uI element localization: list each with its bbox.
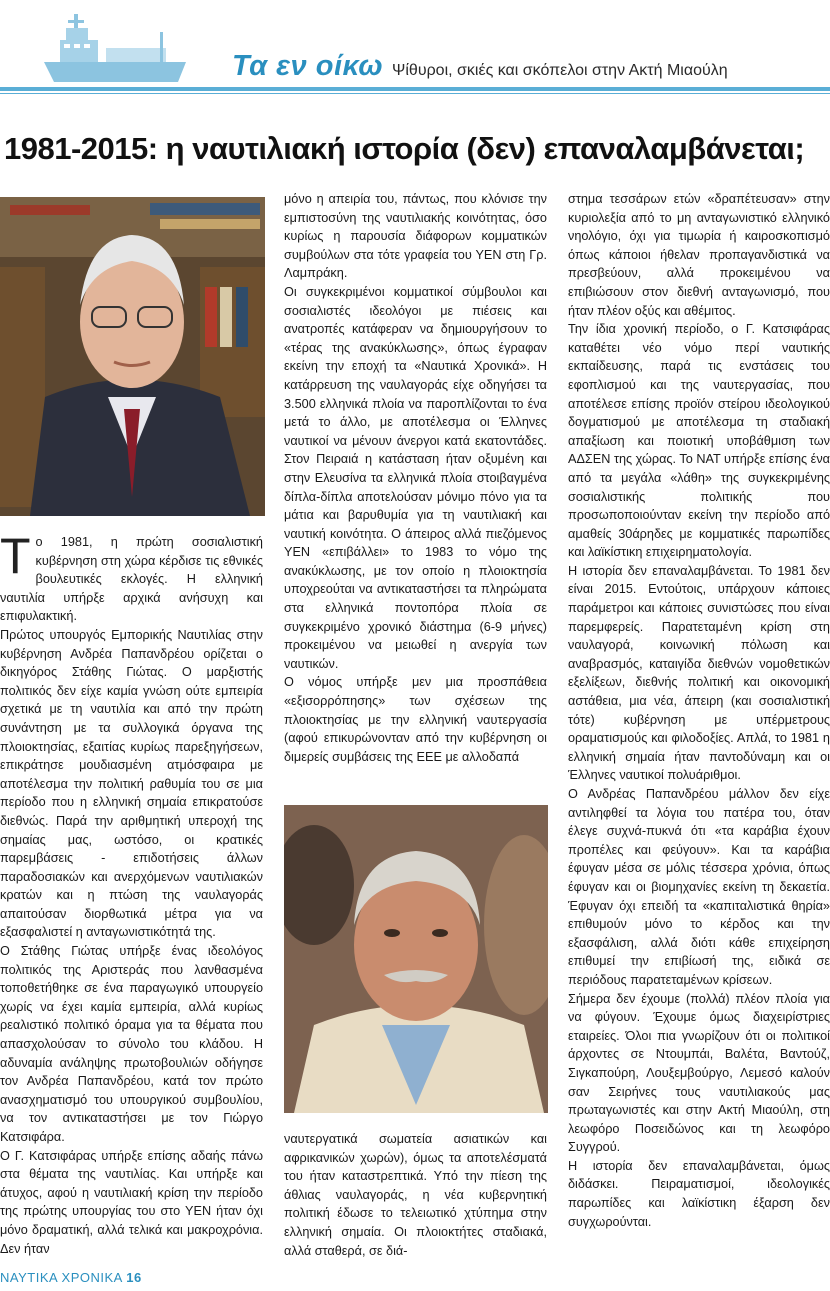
dropcap: Τ	[0, 528, 31, 584]
portrait-photo-2	[284, 805, 548, 1113]
ship-icon	[40, 10, 190, 88]
portrait-photo-1	[0, 197, 265, 516]
paragraph: Η ιστορία δεν επαναλαμβάνεται, όμως διδάσκει. Πειραματισμοί, ιδεολογικές παρωπίδες και λαϊκίστικη έξαρση δεν συγχωρούνται.	[568, 1158, 830, 1229]
paragraph: ναυτεργατικά σωματεία ασιατικών και αφρικανικών χωρών), όμως τα αποτελέσματά του ήταν καταστρεπτικά. Υπό την πίεση της άθλιας ναυλαγοράς, η νέα κυβερνητική πολιτική έδωσε το τελειωτικό χτύπημα στην ελληνική σημαία. Οι πλοιοκτήτες σταδιακά, αλλά σταθερά, σε διά-	[284, 1132, 547, 1258]
article-column-1	[0, 528, 263, 1258]
paragraph: Οι συγκεκριμένοι κομματικοί σύμβουλοι και σοσιαλιστές ιδεολόγοι με πιέσεις και ανατροπές κατάφεραν να δημιουργήσουν το «τέρας της ανακύκλωσης», όπως έγραφαν εκείνη την εποχή τα «Ναυτικά Χρονικά». Η κατάρρευση της ναυλαγοράς είχε οδηγήσει τα 3.500 ελληνικά πλοία να παροπλίζονται το ένα μετά το άλλο, με αποτέλεσμα οι Έλληνες ναυτικοί να μένουν άνεργοι κατά εκατοντάδες. Στον Πειραιά η κατάσταση ήταν οξυμένη και στην Ελευσίνα τα ελληνικά πλοία στοιβαγμένα δίπλα-δίπλα αποτελούσαν μόνιμο πόνο για τα μάτια και βαρυθυμία για τη ναυτιλιακή και ναυτική κοινότητα. Ο άπειρος αλλά πιεζόμενος ΥΕΝ «επιβάλλει» το 1983 το νόμο της ανακύκλωσης, με τον οποίο η πλοιοκτησία υποχρεούται να αντικαταστήσει τα πληρώματα στα ελληνικά ποντοπόρα πλοία σε συγκεκριμένο χρονικό διάστημα (6-9 μήνες) προκειμένου να μειωθεί η ανεργία των ναυτικών.	[284, 284, 547, 671]
paragraph: Ο Στάθης Γιώτας υπήρξε ένας ιδεολόγος πολιτικός της Αριστεράς που λανθασμένα τοποθετήθηκε σε ένα παραγωγικό υπουργείο χωρίς να έχει καμία εμπειρία, αλλά κυρίως ρεαλιστικό πολιτικό όραμα για τα θέματα που απασχολούσαν το σύνολο του κλάδου. Η αδυναμία ανάληψης πρωτοβουλιών οδήγησε τον Ανδρέα Παπανδρέου, κατά τον πρώτο ανασχηματισμό του υπουργικού συμβουλίου, να τον αντικαταστήσει με τον Γιώργο Κατσιφάρα.	[0, 944, 263, 1144]
section-title: Τα εν οίκω	[232, 50, 384, 82]
paragraph: Την ίδια χρονική περίοδο, ο Γ. Κατσιφάρας καταθέτει νέο νόμο περί ναυτικής εκπαίδευσης, παρά τις ενστάσεις του εφοπλισμού και της ναυτεργασίας, που αποτέλεσε επίσης προϊόν στείρου ιδεολογικού δογματισμού με αποτέλεσμα τη σταδιακή απαξίωση και ποιοτική υποβάθμιση των ΑΔΣΕΝ της χώρας. Το ΝΑΤ υπήρξε επίσης ένα από τα μεγάλα «λάθη» της συγκεκριμένης σοσιαλιστικής πολιτικής που προσωποποιούνταν εκείνη την περίοδο από αμαθείς 30άρηδες με κομματικές παρωπίδες και λαϊκίστικη επιχειρηματολογία.	[568, 322, 830, 560]
page-header	[0, 0, 830, 92]
header-rule-thin	[0, 93, 830, 94]
publication-name: ΝΑΥΤΙΚΑ ΧΡΟΝΙΚΑ	[0, 1270, 123, 1285]
paragraph: μόνο η απειρία του, πάντως, που κλόνισε την εμπιστοσύνη της ναυτιλιακής κοινότητας, όσο κυρίως η παρουσία διάφορων κομματικών συμβούλων στα τότε γραφεία του ΥΕΝ στη Γρ. Λαμπράκη.	[284, 192, 547, 281]
page-footer	[0, 1270, 142, 1285]
paragraph: Το 1981, η πρώτη σοσιαλιστική κυβέρνηση στη χώρα κέρδισε τις εθνικές βουλευτικές εκλογές. Η ελληνική ναυτιλία υπήρξε αρχικά ανήσυχη και επιφυλακτική.	[0, 528, 263, 624]
paragraph: Σήμερα δεν έχουμε (πολλά) πλέον πλοία για να φύγουν. Έχουμε όμως διαχειρίστριες εταιρείες. Όλοι πια γνωρίζουν ότι οι πολιτικοί άρχοντες σε Ντουμπάι, Βαλέτα, Βαντούζ, Σιγκαπούρη, Λουξεμβούργο, Λεμεσό καλούν σαν Σειρήνες τους ναυτιλιακούς μας πρωταγωνιστές και στην Ακτή Μιαούλη, στη λεωφόρο Ποσειδώνος και τη λεωφόρο Συγγρού.	[568, 991, 830, 1155]
article-column-2	[284, 190, 547, 766]
article-column-3	[568, 190, 830, 1231]
paragraph: Ο Γ. Κατσιφάρας υπήρξε επίσης αδαής πάνω στα θέματα της ναυτιλίας. Και υπήρξε και άτυχος, αφού η ναυτιλιακή κρίση την περίοδο της πρώτης υπουργίας του στο ΥΕΝ ήταν όχι μόνο δραματική, αλλά τελικά και μακροχρόνια. Δεν ήταν	[0, 1148, 263, 1256]
paragraph: Η ιστορία δεν επαναλαμβάνεται. Το 1981 δεν είναι 2015. Εντούτοις, υπάρχουν κάποιες παράμετροι και κάποιες συνιστώσες που είναι παρεμφερείς. Παρατεταμένη κρίση στη ναυλαγορά, κοινωνική πόλωση και αναβρασμός, καταιγίδα διεθνών νομοθετικών εξελίξεων, διεθνής πολιτική και οικονομική αστάθεια, μια νέα, άπειρη (και σοσιαλιστική τότε) κυβέρνηση με υπέρμετρους οραματισμούς και φιλοδοξίες. Απλά, το 1981 η ελληνική σημαία ήταν παντοδύναμη και οι Έλληνες ναυτικοί πολυάριθμοι.	[568, 563, 830, 783]
section-subtitle: Ψίθυροι, σκιές και σκόπελοι στην Ακτή Μιαούλη	[392, 62, 728, 79]
paragraph: Πρώτος υπουργός Εμπορικής Ναυτιλίας στην κυβέρνηση Ανδρέα Παπανδρέου ορίζεται ο δικηγόρος Στάθης Γιώτας. Ο μαρξιστής πολιτικός δεν είχε καμία γνώση ούτε εμπειρία σχετικά με τη ναυτιλία και από την πρώτη συνάντηση με τα συλλογικά όργανα της πλοιοκτησίας, εξαιτίας κυρίως παρεξηγήσεων, επικράτησε μουδιασμένη ατμόσφαιρα με αποτέλεσμα την πολιτική ραθυμία του σε μια περίοδο που η ελληνική σημαία επικρατούσε διεθνώς. Παρά την αριθμητική υπεροχή της σημαίας μας, ωστόσο, οι κρατικές παρεμβάσεις - επιδοτήσεις άλλων παραδοσιακών και ανερχόμενων ναυτιλιακών κρατών και η πτώση της ναυλαγοράς απαιτούσαν διορθωτικά μέτρα για να εξασφαλιστεί η ανταγωνιστικότητά της.	[0, 627, 263, 940]
article-headline: 1981-2015: η ναυτιλιακή ιστορία (δεν) επαναλαμβάνεται;	[4, 130, 805, 166]
article-column-2-continued	[284, 1130, 547, 1260]
page-number: 16	[126, 1270, 142, 1285]
paragraph: Ο Ανδρέας Παπανδρέου μάλλον δεν είχε αντιληφθεί τα λόγια του πατέρα του, όταν έλεγε συχνά-πυκνά ότι «τα καράβια έχουν προπέλες και φεύγουν». Και τα καράβια έφυγαν μέσα σε μόλις τέσσερα χρόνια, όπως έφυγαν και οι βιομηχανίες εκείνη τη δεκαετία. Έφυγαν όχι επειδή τα «καπιταλιστικά θηρία» επιθυμούν μόνο το κέρδος και την εξασφάλιση, αλλά διότι κάθε επιχείρηση επιθυμεί την επιβίωσή της, ειδικά σε περιόδους παρατεταμένων κρίσεων.	[568, 787, 830, 987]
header-rule	[0, 87, 830, 91]
paragraph: Ο νόμος υπήρξε μεν μια προσπάθεια «εξισορρόπησης» των σχέσεων της πλοιοκτησίας με την ελληνική ναυτεργασία (αφού επικυρώνονταν από την κυβέρνηση οι διμερείς συμβάσεις της ΕΕΕ με αλλοδαπά	[284, 675, 547, 764]
paragraph: στημα τεσσάρων ετών «δραπέτευσαν» στην κυριολεξία από το μη ανταγωνιστικό ελληνικό νηολόγιο, όχι για τιμωρία ή καιροσκοπισμό όπως κάποιοι ήθελαν προπαγανδιστικά να πρεσβεύουν, αλλά προκειμένου να επιβιώσουν στον διεθνή ανταγωνισμό, που ήταν πλέον οξύς και αθέμιτος.	[568, 192, 830, 318]
